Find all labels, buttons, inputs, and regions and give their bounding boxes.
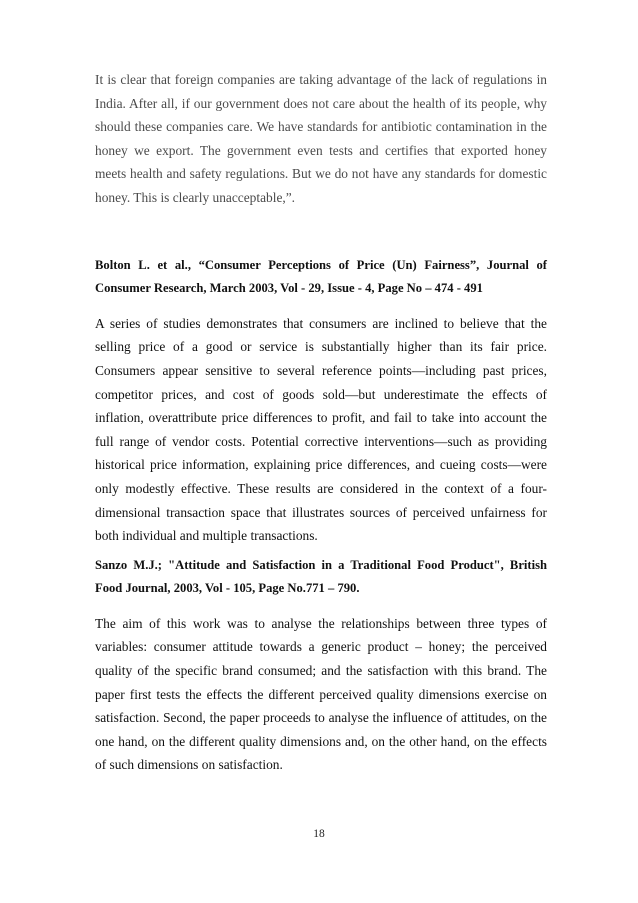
section-spacer <box>95 210 547 254</box>
page-number: 18 <box>313 828 325 840</box>
bolton-citation: Bolton L. et al., “Consumer Perceptions of Price (Un) Fairness”, Journal of Consumer Research, March 2003, Vol - 29, Issue - 4, Page No – 474 - 491 <box>95 257 547 296</box>
sanzo-summary-paragraph: The aim of this work was to analyse the relationships between three types of variables: consumer attitude towards a generic product – honey; the perceived quality of the specific brand consumed; and the satisfaction with this brand. The paper first tests the effects the different perceived quality dimensions exercise on satisfaction. Second, the paper proceeds to analyse the influence of attitudes, on the one hand, on the different quality dimensions and, on the other hand, on the effects of such dimensions on satisfaction. <box>95 615 547 773</box>
document-page <box>95 68 547 777</box>
citation-spacer <box>95 601 547 612</box>
quote-paragraph: It is clear that foreign companies are taking advantage of the lack of regulations in India. After all, if our government does not care about the health of its people, why should these companies care. We have standards for antibiotic contamination in the honey we export. The government even tests and certifies that exported honey meets health and safety regulations. But we do not have any standards for domestic honey. This is clearly unacceptable,”. <box>95 72 547 205</box>
sanzo-citation: Sanzo M.J.; "Attitude and Satisfaction in a Traditional Food Product", British Food Journal, 2003, Vol - 105, Page No.771 – 790. <box>95 557 547 596</box>
citation-spacer <box>95 301 547 312</box>
bolton-summary-paragraph: A series of studies demonstrates that consumers are inclined to believe that the selling price of a good or service is substantially higher than its fair price. Consumers appear sensitive to several reference points—including past prices, competitor prices, and cost of goods sold—but underestimate the effects of inflation, overattribute price differences to profit, and fail to take into account the full range of vendor costs. Potential corrective interventions—such as providing historical price information, explaining price differences, and cueing costs—were only modestly effective. These results are considered in the context of a four-dimensional transaction space that illustrates sources of perceived unfairness for both individual and multiple transactions. <box>95 315 547 544</box>
